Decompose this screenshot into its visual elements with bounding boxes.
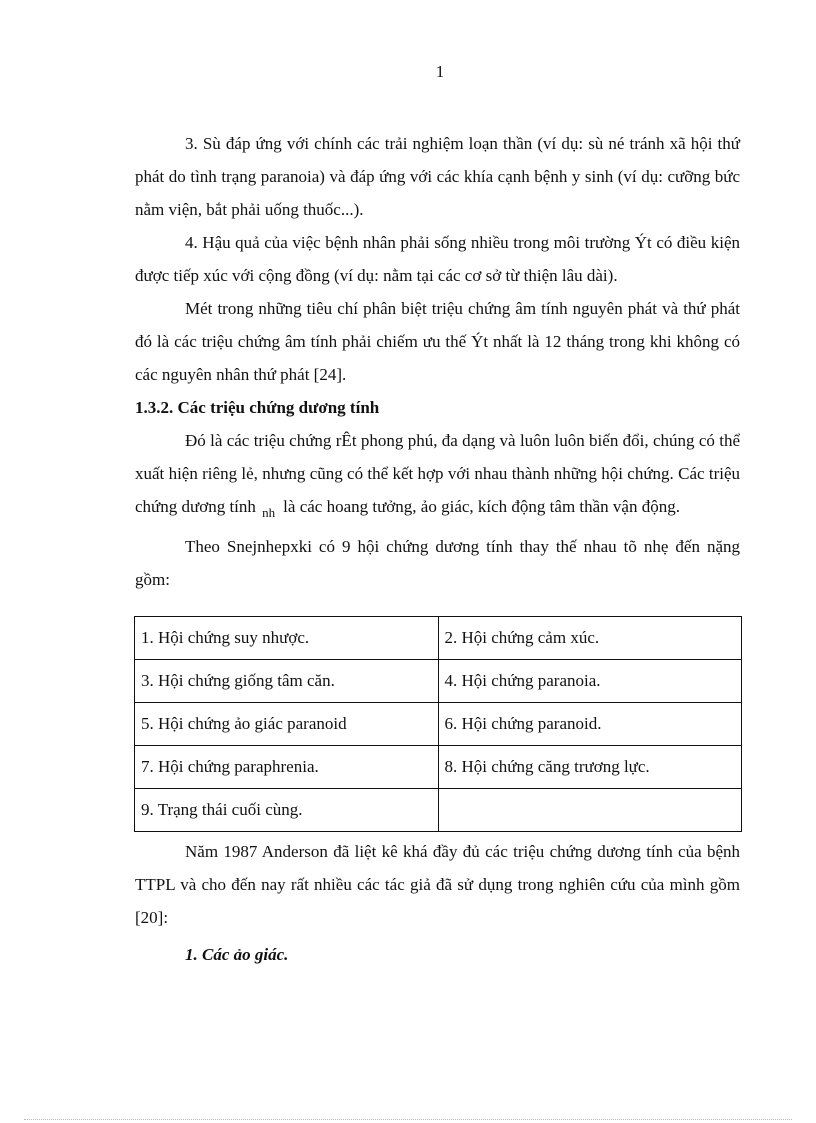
syndrome-table: [134, 616, 742, 832]
inline-subscript-marker: nh: [262, 505, 276, 520]
section-intro-text-end: là các hoang tưởng, ảo giác, kích động tâm thần vận động.: [283, 497, 680, 516]
table-cell: 4. Hội chứng paranoia.: [438, 660, 742, 703]
table-cell: 8. Hội chứng căng trương lực.: [438, 746, 742, 789]
table-cell: [438, 789, 742, 832]
paragraph-criteria: Mét trong những tiêu chí phân biệt triệu chứng âm tính nguyên phát và thứ phát đó là các triệu chứng âm tính phải chiếm ưu thế Ýt nhất là 12 tháng trong khi không có các nguyên nhân thứ phát [24].: [135, 299, 740, 384]
table-cell: 5. Hội chứng ảo giác paranoid: [135, 703, 439, 746]
paragraph-item-3: 3. Sù đáp ứng với chính các trải nghiệm loạn thần (ví dụ: sù né tránh xã hội thứ phát do tình trạng paranoia) và đáp ứng với các khía cạnh bệnh y sinh (ví dụ: cưỡng bức nằm viện, bắt phải uống thuốc...).: [135, 134, 740, 219]
table-row: [135, 703, 742, 746]
sub-heading: 1. Các ảo giác.: [185, 945, 289, 964]
section-intro-paragraph: [135, 424, 740, 524]
page-bottom-rule: [24, 1119, 792, 1120]
section-heading: 1.3.2. Các triệu chứng dương tính: [135, 398, 380, 417]
table-row: [135, 660, 742, 703]
table-row: [135, 746, 742, 789]
document-body: [135, 127, 740, 971]
page-number: 1: [435, 62, 445, 81]
table-cell: 7. Hội chứng paraphrenia.: [135, 746, 439, 789]
table-cell: 1. Hội chứng suy nhược.: [135, 617, 439, 660]
table-cell: 2. Hội chứng cảm xúc.: [438, 617, 742, 660]
table-cell: 3. Hội chứng giống tâm căn.: [135, 660, 439, 703]
paragraph-item-4: 4. Hậu quả của việc bệnh nhân phải sống nhiều trong môi trường Ýt có điều kiện được tiếp xúc với cộng đồng (ví dụ: nằm tại các cơ sở từ thiện lâu dài).: [135, 233, 740, 285]
table-cell: 6. Hội chứng paranoid.: [438, 703, 742, 746]
table-row: [135, 617, 742, 660]
table-intro-paragraph: Theo Snejnhepxki có 9 hội chứng dương tính thay thế nhau tõ nhẹ đến nặng gồm:: [135, 537, 740, 589]
table-cell: 9. Trạng thái cuối cùng.: [135, 789, 439, 832]
section-intro-text: Đó là các triệu chứng rÊt phong phú, đa dạng và luôn luôn biến đổi, chúng có thể xuất hiện riêng lẻ, nhưng cũng có thể kết hợp với nhau thành những hội chứng. Các triệu chứng dương tính: [135, 431, 740, 516]
paragraph-after-table: Năm 1987 Anderson đã liệt kê khá đầy đủ các triệu chứng dương tính của bệnh TTPL và cho đến nay rất nhiều các tác giả đã sử dụng trong nghiên cứu của mình gồm [20]:: [135, 842, 740, 927]
table-row: [135, 789, 742, 832]
